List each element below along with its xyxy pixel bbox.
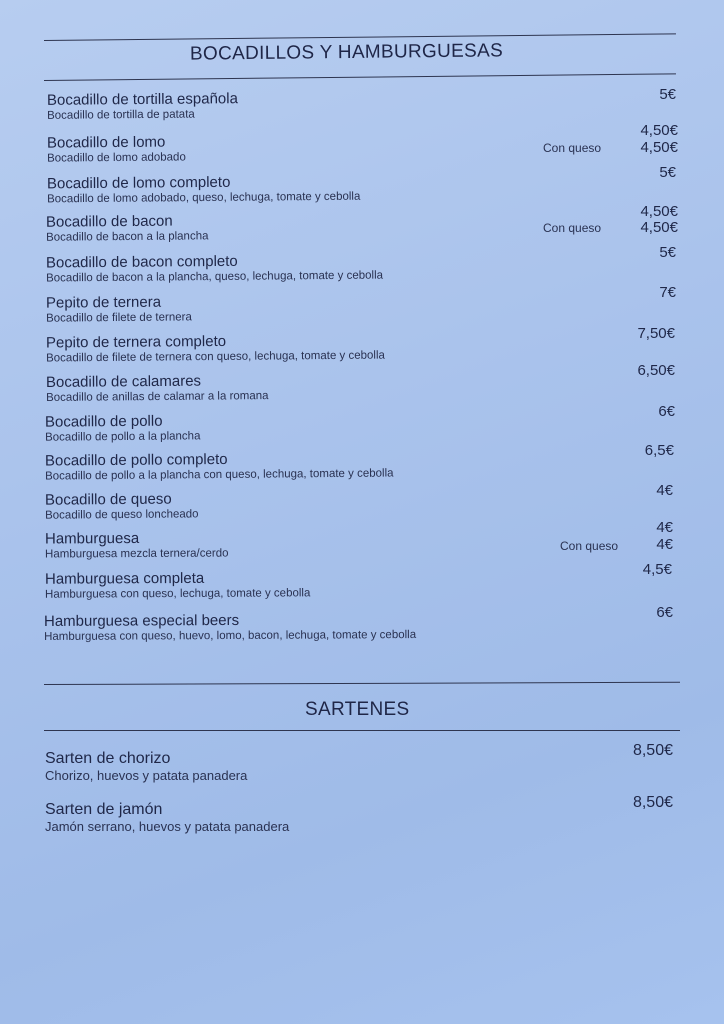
menu-item-hamburguesa-completa <box>45 569 310 601</box>
item-price: 6,5€ <box>644 442 674 459</box>
menu-item-pepito-completo <box>46 332 385 366</box>
item-name: Bocadillo de bacon completo <box>45 252 238 272</box>
menu-item-pepito <box>46 293 192 325</box>
item-name: Sarten de jamón <box>45 801 163 818</box>
item-desc: Jamón serrano, huevos y patata panadera <box>45 819 290 834</box>
item-name: Bocadillo de lomo completo <box>46 173 231 193</box>
item-desc: Bocadillo de anillas de calamar a la romana <box>46 390 269 404</box>
item-desc: Bocadillo de filete de ternera <box>46 311 192 325</box>
item-desc: Bocadillo de lomo adobado, queso, lechuga, tomate y cebolla <box>47 190 361 206</box>
item-name: Hamburguesa especial beers <box>43 611 240 630</box>
item-price: 4,50€ <box>640 122 678 139</box>
menu-item-sarten-chorizo <box>45 749 247 784</box>
menu-item-queso <box>45 490 199 522</box>
menu-item-lomo-completo <box>47 173 361 207</box>
menu-item-sarten-jamon <box>45 800 289 835</box>
con-queso-label: Con queso <box>543 141 602 155</box>
item-desc: Bocadillo de queso loncheado <box>45 508 199 522</box>
section-title-sartenes: SARTENES <box>305 699 410 720</box>
menu-item-tortilla <box>47 90 238 123</box>
item-price: 8,50€ <box>632 742 673 759</box>
item-name: Hamburguesa <box>44 529 140 548</box>
item-price: 5€ <box>659 244 676 261</box>
item-price: 7€ <box>659 284 676 301</box>
item-name: Pepito de ternera <box>45 293 162 312</box>
item-desc: Bocadillo de bacon a la plancha <box>46 230 209 244</box>
menu-item-calamares <box>46 372 269 405</box>
con-queso-label: Con queso <box>543 221 602 235</box>
item-price: 6€ <box>658 403 675 420</box>
menu-item-pollo-completo <box>45 449 394 483</box>
item-price: 4,5€ <box>642 561 672 578</box>
item-name: Sarten de chorizo <box>45 750 171 767</box>
con-queso-price: 4,50€ <box>640 139 678 156</box>
item-desc: Chorizo, huevos y patata panadera <box>45 768 248 783</box>
menu-item-lomo <box>47 133 186 165</box>
item-price: 6€ <box>656 604 673 621</box>
section-rule-bocadillos <box>44 73 676 81</box>
item-name: Bocadillo de queso <box>44 490 172 509</box>
item-desc: Hamburguesa con queso, lechuga, tomate y cebolla <box>45 587 311 601</box>
item-price: 4,50€ <box>640 203 678 220</box>
item-desc: Bocadillo de pollo a la plancha <box>45 430 201 444</box>
con-queso-price: 4€ <box>656 536 673 553</box>
menu-item-hamburguesa <box>45 530 229 562</box>
item-price: 8,50€ <box>632 794 673 811</box>
section-title-bocadillos: BOCADILLOS Y HAMBURGUESAS <box>189 40 504 65</box>
item-price: 4€ <box>656 482 673 499</box>
item-desc: Hamburguesa mezcla ternera/cerdo <box>45 547 229 561</box>
section-rule-sartenes-top <box>44 682 680 685</box>
con-queso-price: 4,50€ <box>640 219 678 236</box>
item-name: Bocadillo de pollo completo <box>44 450 228 470</box>
item-name: Bocadillo de bacon <box>45 212 173 231</box>
menu-item-hamburguesa-especial <box>44 611 416 644</box>
item-desc: Bocadillo de lomo adobado <box>47 151 186 165</box>
item-price: 5€ <box>659 164 676 181</box>
menu-item-bacon <box>46 212 209 244</box>
section-rule-sartenes-bottom <box>44 730 680 731</box>
item-name: Bocadillo de calamares <box>45 372 202 391</box>
top-rule <box>44 33 676 41</box>
item-price: 6,50€ <box>637 362 675 379</box>
item-name: Bocadillo de tortilla española <box>46 90 238 109</box>
menu-item-pollo <box>45 412 201 444</box>
item-price: 4€ <box>656 519 673 536</box>
menu-item-bacon-completo <box>46 252 383 286</box>
item-name: Bocadillo de pollo <box>44 412 163 431</box>
item-desc: Hamburguesa con queso, huevo, lomo, bacon, lechuga, tomate y cebolla <box>44 629 417 643</box>
item-name: Bocadillo de lomo <box>46 133 166 152</box>
item-desc: Bocadillo de bacon a la plancha, queso, lechuga, tomate y cebolla <box>46 269 384 285</box>
item-desc: Bocadillo de filete de ternera con queso, lechuga, tomate y cebolla <box>46 349 385 365</box>
item-name: Pepito de ternera completo <box>45 332 227 352</box>
con-queso-label: Con queso <box>560 539 619 553</box>
item-desc: Bocadillo de pollo a la plancha con queso, lechuga, tomate y cebolla <box>45 467 394 483</box>
item-name: Hamburguesa completa <box>44 569 205 588</box>
item-desc: Bocadillo de tortilla de patata <box>47 108 195 122</box>
item-price: 7,50€ <box>637 325 675 342</box>
item-price: 5€ <box>659 86 676 103</box>
